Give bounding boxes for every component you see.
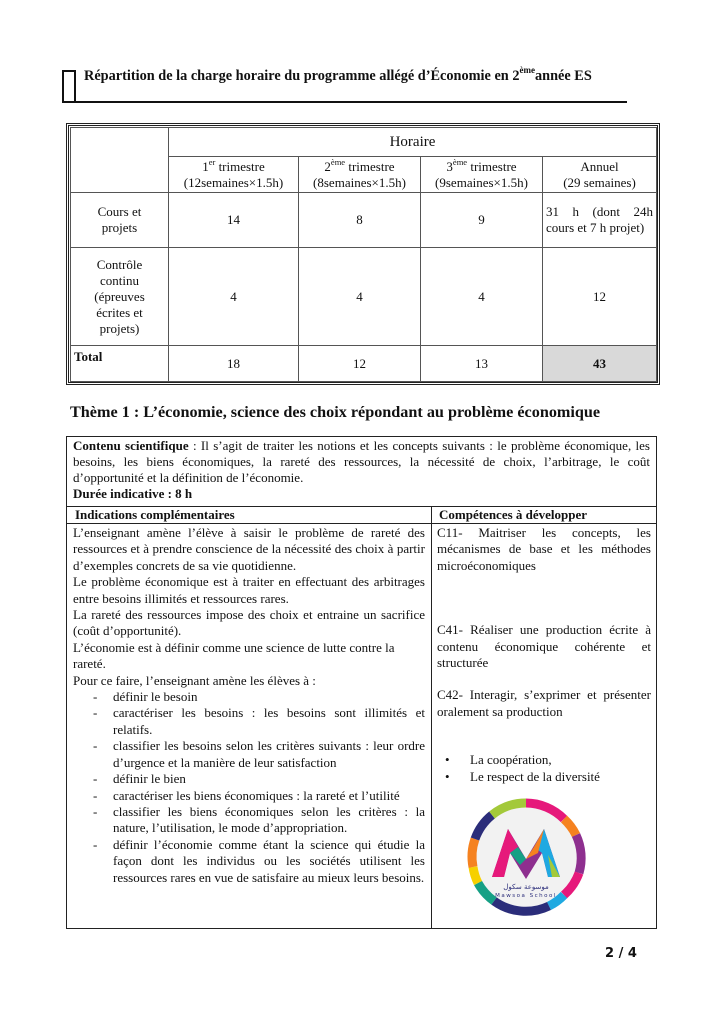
- column-header-trimestre-3: 3ème trimestre (9semaines×1.5h): [421, 157, 543, 193]
- row-label: Cours et projets: [71, 193, 169, 248]
- indication-paragraph: L’économie est à définir comme une science de lutte contre la rareté.: [73, 639, 395, 672]
- logo-arabic-text: موسوعة سكول: [503, 883, 549, 891]
- cell-value: 8: [299, 193, 421, 248]
- competences-column: [437, 525, 651, 785]
- indication-paragraph: L’enseignant amène l’élève à saisir le problème de rareté des ressources et à prendre conscience de la nécessité des choix à partir d’exemples concrets de sa vie quotidienne.: [73, 525, 425, 573]
- logo-latin-text: Mawsoa School: [495, 893, 557, 899]
- horaire-header: Horaire: [169, 128, 657, 157]
- indication-paragraph: Pour ce faire, l’enseignant amène les élèves à :: [73, 672, 316, 688]
- cell-value: 18: [169, 346, 299, 382]
- dash-marker: -: [93, 787, 98, 803]
- empty-corner-cell: [71, 128, 169, 193]
- program-table-header: [67, 507, 656, 524]
- page-title: Répartition de la charge horaire du programme allégé d’Économie en 2èmeannée ES: [84, 65, 592, 84]
- column-header-annuel: Annuel (29 semaines): [543, 157, 657, 193]
- program-table: [66, 436, 657, 929]
- scientific-content-label: Contenu scientifique: [73, 438, 189, 453]
- column-header-trimestre-2: 2ème trimestre (8semaines×1.5h): [299, 157, 421, 193]
- column-header-competences: Compétences à développer: [439, 507, 588, 522]
- column-header-trimestre-1: 1er trimestre (12semaines×1.5h): [169, 157, 299, 193]
- cell-value: 4: [421, 248, 543, 346]
- cell-value: 12: [299, 346, 421, 382]
- dash-marker: -: [93, 803, 98, 819]
- cell-value: 12: [543, 248, 657, 346]
- cell-value: 31 h (dont 24h cours et 7 h projet): [543, 193, 657, 248]
- row-label: Total: [71, 346, 169, 382]
- scientific-content: Contenu scientifique : Il s’agit de traiter les notions et les concepts suivants : le problème économique, les besoins, les biens économiques, la rareté des ressources, la nécessité de choix, l’arbitrage, le coût d’opportunité et la définition de l’économie.: [73, 438, 650, 485]
- competence-c41: C41- Réaliser une production écrite à contenu économique cohérente et structurée: [437, 622, 651, 671]
- schedule-table: [70, 127, 657, 382]
- column-divider: [431, 507, 432, 929]
- cell-value: 14: [169, 193, 299, 248]
- cell-value: 13: [421, 346, 543, 382]
- dash-marker: -: [93, 705, 98, 721]
- grand-total-cell: 43: [543, 346, 657, 382]
- bullet-marker: •: [445, 752, 450, 768]
- dash-marker: -: [93, 689, 98, 705]
- table-row: [71, 193, 657, 248]
- indications-column: [73, 525, 425, 886]
- dash-marker: -: [93, 771, 98, 787]
- bullet-marker: •: [445, 768, 450, 784]
- list-item: - définir le besoin: [93, 689, 198, 705]
- mawsoa-school-logo: [464, 795, 588, 919]
- dash-marker: -: [93, 738, 98, 754]
- table-row-total: [71, 346, 657, 382]
- list-item: • Le respect de la diversité: [445, 768, 600, 784]
- list-item: - caractériser les biens économiques : la rareté et l’utilité: [93, 787, 400, 803]
- list-item: - définir l’économie comme étant la science qui étudie la façon dont les individus ou les sociétés utilisent les ressources rares en vue de satisfaire au mieux leurs besoins.: [93, 836, 425, 885]
- indication-paragraph: Le problème économique est à traiter en effectuant des arbitrages entre besoins illimités et ressources rares.: [73, 574, 425, 606]
- cell-value: 9: [421, 193, 543, 248]
- list-item: - classifier les biens économiques selon les critères : la nature, l’utilisation, le mode d’appropriation.: [93, 803, 425, 836]
- objectives-list: [73, 689, 425, 886]
- row-label: Contrôle continu (épreuves écrites et projets): [71, 248, 169, 346]
- dash-marker: -: [93, 836, 98, 852]
- table-row: [71, 248, 657, 346]
- scientific-content-section: [67, 437, 656, 507]
- header-marker-box: [62, 70, 76, 102]
- header-rule: [62, 101, 627, 103]
- list-item: - caractériser les besoins : les besoins sont illimités et relatifs.: [93, 705, 425, 737]
- indication-paragraph: La rareté des ressources impose des choix et entraine un sacrifice (coût d’opportunité).: [73, 607, 425, 639]
- page-number: 2 / 4: [605, 946, 637, 961]
- theme-title: Thème 1 : L’économie, science des choix répondant au problème économique: [70, 403, 601, 421]
- competence-c42: C42- Interagir, s’exprimer et présenter oralement sa production: [437, 687, 651, 719]
- duration: Durée indicative : 8 h: [73, 486, 193, 501]
- cell-value: 4: [169, 248, 299, 346]
- list-item: • La coopération,: [445, 752, 552, 768]
- competence-c11: C11- Maitriser les concepts, les mécanismes de base et les méthodes microéconomiques: [437, 525, 651, 573]
- list-item: - classifier les besoins selon les critères suivants : leur ordre d’urgence et la manière de leur satisfaction: [93, 738, 425, 770]
- list-item: - définir le bien: [93, 771, 186, 787]
- values-list: [437, 752, 651, 785]
- column-header-indications: Indications complémentaires: [75, 507, 235, 522]
- cell-value: 4: [299, 248, 421, 346]
